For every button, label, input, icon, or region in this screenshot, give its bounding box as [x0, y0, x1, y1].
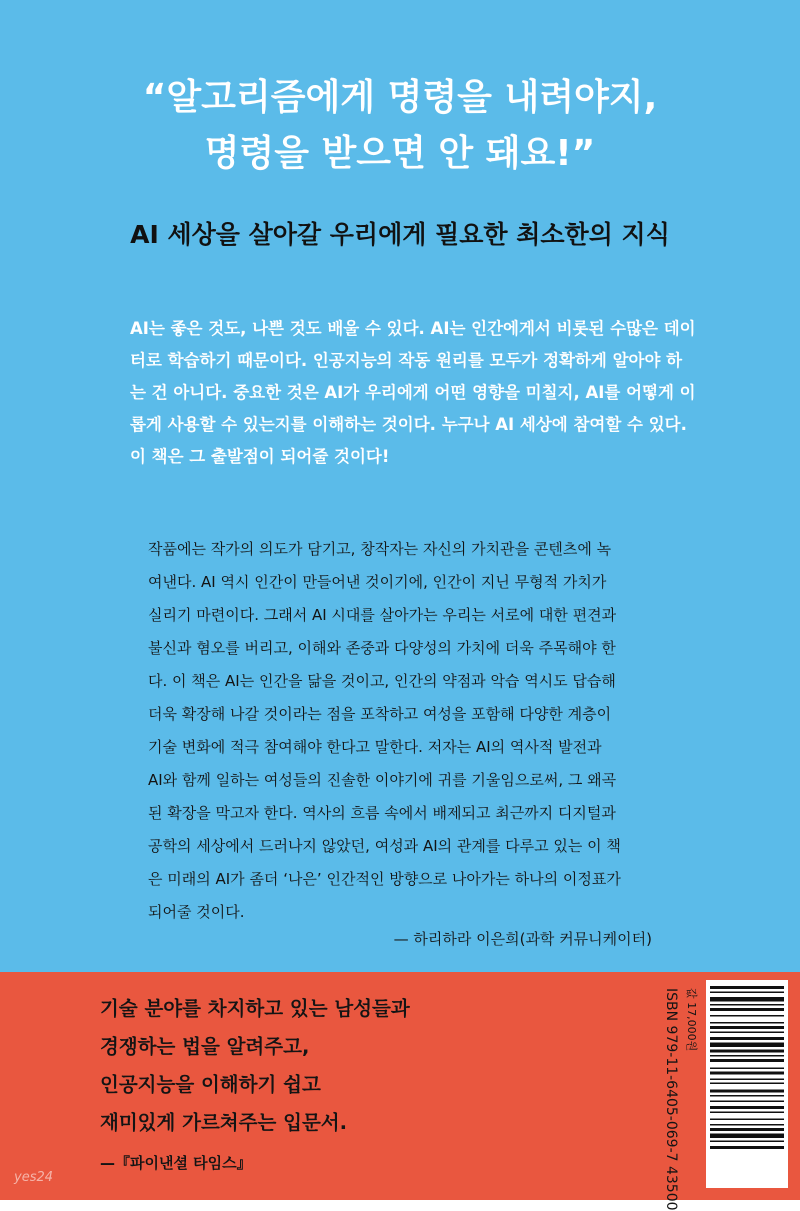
press-quote: [100, 990, 580, 1142]
review-line: 여낸다. AI 역시 인간이 만들어낸 것이기에, 인간이 지닌 무형적 가치가: [148, 573, 607, 591]
review-line: 기술 변화에 적극 참여해야 한다고 말한다. 저자는 AI의 역사적 발전과: [148, 738, 602, 756]
barcode-bar: [710, 1055, 784, 1057]
review-author: — 하리하라 이은희(과학 커뮤니케이터): [393, 930, 652, 948]
barcode-bar: [710, 1037, 784, 1040]
quote-line: 인공지능을 이해하기 쉽고: [100, 1073, 321, 1096]
barcode-bar: [710, 1090, 784, 1093]
watermark: yes24: [14, 1170, 54, 1185]
barcode-bar: [710, 1134, 784, 1139]
review-line: 공학의 세상에서 드러나지 않았던, 여성과 AI의 관계를 다루고 있는 이 책: [148, 837, 621, 855]
review-line: 불신과 혐오를 버리고, 이해와 존중과 다양성의 가치에 더욱 주목해야 한: [148, 639, 616, 657]
headline-line-1: “알고리즘에게 명령을 내려야지,: [142, 77, 658, 118]
quote-line: 재미있게 가르쳐주는 입문서.: [100, 1111, 348, 1134]
review-paragraph: [148, 533, 658, 929]
barcode-bar: [710, 1141, 784, 1143]
barcode-bar: [710, 992, 784, 994]
quote-line: 경쟁하는 법을 알려주고,: [100, 1035, 310, 1058]
barcode-bar: [710, 1050, 784, 1053]
barcode-bar: [710, 1101, 784, 1103]
review-line: 실리기 마련이다. 그래서 AI 시대를 살아가는 우리는 서로에 대한 편견과: [148, 606, 617, 624]
barcode-bar: [710, 986, 784, 989]
barcode-bar: [710, 1008, 784, 1011]
barcode-bar: [710, 1059, 784, 1062]
review-line: 다. 이 책은 AI는 인간을 닮을 것이고, 인간의 약점과 악습 역시도 답습해: [148, 672, 616, 690]
intro-line: 터로 학습하기 때문이다. 인공지능의 작동 원리를 모두가 정확하게 알아야 하: [130, 351, 683, 370]
barcode-bar: [710, 1095, 784, 1097]
barcode-bar: [710, 1068, 784, 1070]
isbn-block: [651, 988, 699, 1211]
review-line: 되어줄 것이다.: [148, 903, 245, 921]
barcode-bar: [710, 1015, 784, 1017]
isbn-label: ISBN 979-11-6405-069-7 43500: [663, 988, 679, 1211]
headline: [0, 70, 800, 182]
barcode-bar: [710, 1128, 784, 1131]
subtitle: AI 세상을 살아갈 우리에게 필요한 최소한의 지식: [130, 220, 670, 249]
barcode-bar: [710, 1032, 784, 1034]
intro-line: 이 책은 그 출발점이 되어줄 것이다!: [130, 447, 390, 466]
barcode-bar: [710, 1083, 784, 1085]
barcode-bar: [710, 1119, 784, 1121]
barcode-bar: [710, 1026, 784, 1029]
price-label: 값 17,000원: [685, 988, 698, 1052]
review-line: 은 미래의 AI가 좀더 ‘나은’ 인간적인 방향으로 나아가는 하나의 이정표가: [148, 870, 621, 888]
intro-paragraph: [130, 313, 696, 473]
barcode-bar: [710, 1112, 784, 1114]
intro-line: 는 건 아니다. 중요한 것은 AI가 우리에게 어떤 영향을 미칠지, AI를 어떻게 이: [130, 383, 696, 402]
quote-line: 기술 분야를 차지하고 있는 남성들과: [100, 997, 410, 1020]
barcode-bar: [710, 1079, 784, 1081]
quote-source: —『파이낸셜 타임스』: [100, 1154, 252, 1172]
headline-line-2: 명령을 받으면 안 돼요!”: [204, 133, 596, 174]
review-line: 된 확장을 막고자 한다. 역사의 흐름 속에서 배제되고 최근까지 디지털과: [148, 804, 616, 822]
barcode: [706, 980, 788, 1188]
barcode-bar: [710, 997, 784, 1002]
barcode-bar: [710, 1124, 784, 1126]
barcode-bar: [710, 1106, 784, 1109]
review-line: AI와 함께 일하는 여성들의 진솔한 이야기에 귀를 기울임으로써, 그 왜곡: [148, 771, 617, 789]
barcode-bar: [710, 1146, 784, 1149]
review-line: 더욱 확장해 나갈 것이라는 점을 포착하고 여성을 포함해 다양한 계층이: [148, 705, 612, 723]
barcode-bar: [710, 1072, 784, 1075]
barcode-graphic: [706, 980, 788, 1188]
intro-line: 롭게 사용할 수 있는지를 이해하는 것이다. 누구나 AI 세상에 참여할 수 있다.: [130, 415, 687, 434]
barcode-bar: [710, 1022, 784, 1024]
intro-line: AI는 좋은 것도, 나쁜 것도 배울 수 있다. AI는 인간에게서 비롯된 수많은 데이: [130, 319, 696, 338]
review-line: 작품에는 작가의 의도가 담기고, 창작자는 자신의 가치관을 콘텐츠에 녹: [148, 540, 612, 558]
barcode-bar: [710, 1043, 784, 1048]
barcode-bar: [710, 1004, 784, 1006]
